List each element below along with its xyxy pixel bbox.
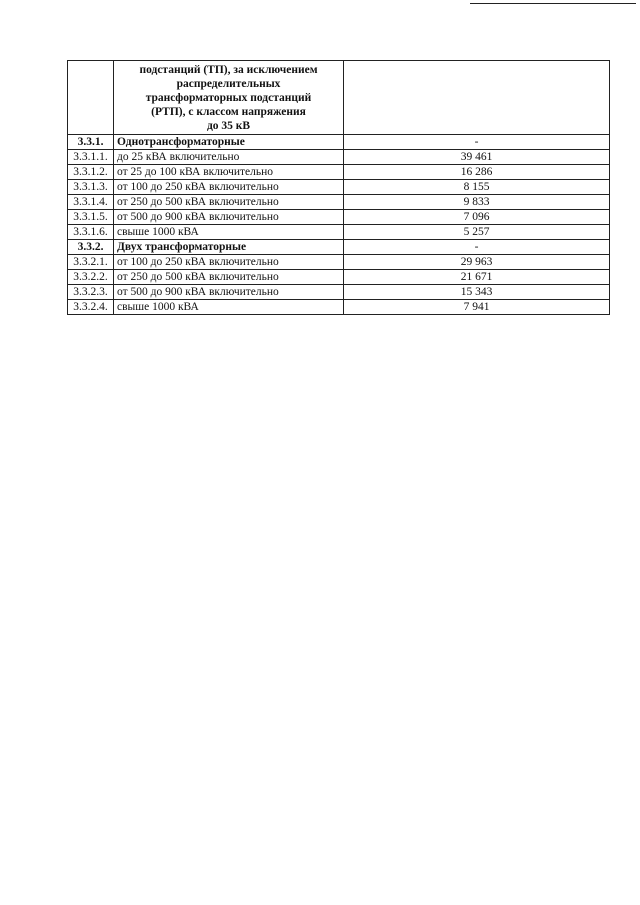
header-line: (РТП), с классом напряжения [151,106,306,118]
group-number: 3.3.1. [68,135,114,150]
table-row [68,195,610,210]
row-number: 3.3.2.1. [68,255,114,270]
table-row [68,285,610,300]
row-value: 21 671 [344,270,610,285]
row-label: от 250 до 500 кВА включительно [114,270,344,285]
row-number: 3.3.2.4. [68,300,114,315]
row-label: от 250 до 500 кВА включительно [114,195,344,210]
group-value: - [344,135,610,150]
row-label: от 25 до 100 кВА включительно [114,165,344,180]
row-number: 3.3.2.3. [68,285,114,300]
row-label: от 500 до 900 кВА включительно [114,285,344,300]
group-value: - [344,240,610,255]
row-label: до 25 кВА включительно [114,150,344,165]
tariff-table [67,60,610,315]
group-number: 3.3.2. [68,240,114,255]
table-row [68,165,610,180]
header-num-cell [68,61,114,135]
row-label: свыше 1000 кВА [114,300,344,315]
table-row [68,180,610,195]
row-number: 3.3.1.2. [68,165,114,180]
group-row-single-transformer [68,135,610,150]
header-line: подстанций (ТП), за исключением [139,64,318,76]
row-value: 7 941 [344,300,610,315]
group-label: Однотрансформаторные [114,135,344,150]
table-row [68,270,610,285]
row-value: 16 286 [344,165,610,180]
row-number: 3.3.1.6. [68,225,114,240]
row-value: 5 257 [344,225,610,240]
top-rule-line [470,3,636,4]
row-label: от 100 до 250 кВА включительно [114,255,344,270]
row-number: 3.3.1.3. [68,180,114,195]
row-label: от 500 до 900 кВА включительно [114,210,344,225]
table-row [68,300,610,315]
row-number: 3.3.1.4. [68,195,114,210]
row-value: 8 155 [344,180,610,195]
table-row [68,255,610,270]
row-value: 7 096 [344,210,610,225]
tariff-table-body [68,61,610,315]
row-value: 9 833 [344,195,610,210]
row-label: свыше 1000 кВА [114,225,344,240]
row-number: 3.3.2.2. [68,270,114,285]
header-value-cell [344,61,610,135]
group-label: Двух трансформаторные [114,240,344,255]
group-row-two-transformer [68,240,610,255]
row-number: 3.3.1.1. [68,150,114,165]
header-line: трансформаторных подстанций [145,92,312,104]
table-row [68,210,610,225]
row-value: 29 963 [344,255,610,270]
row-value: 15 343 [344,285,610,300]
row-number: 3.3.1.5. [68,210,114,225]
row-label: от 100 до 250 кВА включительно [114,180,344,195]
header-line: до 35 кВ [206,120,251,132]
row-value: 39 461 [344,150,610,165]
table-row [68,150,610,165]
header-line: распределительных [176,78,281,90]
table-row [68,225,610,240]
table-header-row [68,61,610,135]
header-description-cell [114,61,344,135]
